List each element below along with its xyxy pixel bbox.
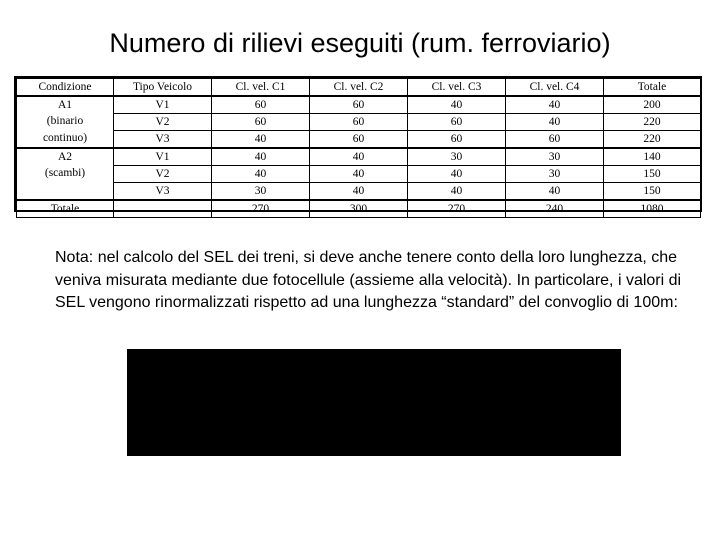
table-cell: 60 xyxy=(212,114,310,131)
header-cell: Cl. vel. C3 xyxy=(408,79,506,97)
table-cell: V3 xyxy=(114,183,212,201)
condition-line: A1 xyxy=(57,99,73,111)
grand-total-cell: 1080 xyxy=(604,200,701,218)
table-row xyxy=(17,166,701,183)
table-cell: V2 xyxy=(114,114,212,131)
table-cell: 60 xyxy=(310,96,408,114)
table-row xyxy=(17,96,701,114)
table-cell: V2 xyxy=(114,166,212,183)
table-cell: 40 xyxy=(506,114,604,131)
total-label: Totale xyxy=(17,200,114,218)
table-cell: 200 xyxy=(604,96,701,114)
table-cell: V3 xyxy=(114,131,212,149)
header-cell: Cl. vel. C1 xyxy=(212,79,310,97)
condition-cell-a1 xyxy=(17,96,114,148)
table-cell: V1 xyxy=(114,96,212,114)
table-cell: 40 xyxy=(408,183,506,201)
table-cell xyxy=(114,200,212,218)
table-row xyxy=(17,131,701,149)
table-cell: 140 xyxy=(604,148,701,166)
total-cell: 240 xyxy=(506,200,604,218)
table-cell: 40 xyxy=(212,148,310,166)
table-cell: 40 xyxy=(310,148,408,166)
table-row xyxy=(17,114,701,131)
table-cell: 30 xyxy=(212,183,310,201)
formula-image-placeholder xyxy=(127,349,621,456)
total-cell: 270 xyxy=(408,200,506,218)
total-cell: 270 xyxy=(212,200,310,218)
condition-cell-a2 xyxy=(17,148,114,200)
table-cell: 150 xyxy=(604,166,701,183)
measurements-table xyxy=(16,78,701,218)
table-cell: 60 xyxy=(408,131,506,149)
table-cell: 60 xyxy=(310,131,408,149)
table-cell: 40 xyxy=(408,96,506,114)
table-header-row xyxy=(17,79,701,97)
table-row xyxy=(17,148,701,166)
table-cell: 30 xyxy=(506,166,604,183)
table-cell: 40 xyxy=(506,96,604,114)
table-cell: 30 xyxy=(506,148,604,166)
table-cell: 40 xyxy=(408,166,506,183)
header-cell: Totale xyxy=(604,79,701,97)
condition-line: (scambi) xyxy=(44,167,86,180)
table-cell: 40 xyxy=(212,131,310,149)
header-cell: Tipo Veicolo xyxy=(114,79,212,97)
table-cell: 150 xyxy=(604,183,701,201)
condition-line: (binario xyxy=(46,115,84,128)
table-cell: 220 xyxy=(604,114,701,131)
slide-title: Numero di rilievi eseguiti (rum. ferroviario) xyxy=(109,28,611,58)
header-cell: Cl. vel. C4 xyxy=(506,79,604,97)
measurements-table-container xyxy=(14,76,702,215)
table-cell: V1 xyxy=(114,148,212,166)
table-cell: 40 xyxy=(506,183,604,201)
condition-line: continuo) xyxy=(42,131,88,144)
table-row xyxy=(17,183,701,201)
note-paragraph: Nota: nel calcolo del SEL dei treni, si deve anche tenere conto della loro lunghezza, che veniva misurata mediante due fotocellule (assieme alla velocità). In particolare, i valori di SEL vengono rinormalizzati rispetto ad una lunghezza “standard” del convoglio di 100m: xyxy=(55,249,682,311)
table-cell: 220 xyxy=(604,131,701,149)
table-cell: 60 xyxy=(408,114,506,131)
table-cell: 60 xyxy=(310,114,408,131)
table-cell: 60 xyxy=(506,131,604,149)
condition-line: A2 xyxy=(57,151,73,163)
table-cell: 40 xyxy=(212,166,310,183)
total-row xyxy=(17,200,701,218)
header-cell: Condizione xyxy=(17,79,114,97)
table-cell: 30 xyxy=(408,148,506,166)
total-cell: 300 xyxy=(310,200,408,218)
table-cell: 60 xyxy=(212,96,310,114)
table-cell: 40 xyxy=(310,166,408,183)
table-cell: 40 xyxy=(310,183,408,201)
header-cell: Cl. vel. C2 xyxy=(310,79,408,97)
